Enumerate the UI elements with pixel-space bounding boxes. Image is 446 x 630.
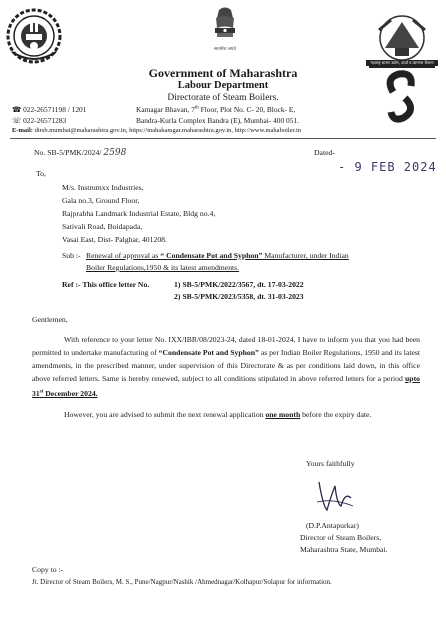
directorate-name: Directorate of Steam Boilers. (167, 93, 279, 103)
emblem-motto: सत्यमेव जयते (213, 47, 237, 52)
header-divider (10, 138, 436, 139)
addressee-line: Rajprabha Landmark Industrial Estate, Bldg no.4, (62, 209, 216, 218)
body-paragraph-1: With reference to your letter No. IXX/IBR/08/2023-24, dated 18-01-2024, I have to inform you that you had been permitted to undertake manufacturing of “Condensate Pot and Syphon” as per Indian Boiler Regulations, 1950 and its latest amendments, in the prescribed manner, under supervision of this Directorate & as per conditions laid down, in this office above referred letters. Same is hereby renewed, subject to all conditions stipulated in above referred letters for a period upto 31st December 2024. (32, 335, 420, 398)
boiler-seal-icon (6, 8, 62, 66)
reference-label: Ref :- This office letter No. (62, 280, 150, 289)
body-paragraph-2: However, you are advised to submit the next renewal application one month before the expiry date. (64, 410, 372, 419)
address-line-1: Kamagar Bhavan, 7th Floor, Plot No. C- 20, Block- E, (136, 105, 296, 114)
contact-email-line: E-mail: dirsb.mumbai@maharashtra.gov.in, https://mahakamgar.maharashtra.gov.in, http://www.mahaboiler.in (12, 127, 302, 134)
addressee-line: Vasai East, Dist- Palghar, 401208. (62, 235, 167, 244)
department-name: Labour Department (177, 80, 269, 91)
closing: Yours faithfully (306, 459, 355, 468)
addressee-line: Gala no.3, Ground Floor, (62, 196, 140, 205)
phone-line-2: ☏ 022-26571283 (12, 116, 67, 125)
signatory-place: Maharashtra State, Mumbai. (300, 545, 388, 554)
fax-icon: ☏ (12, 116, 24, 125)
phone-icon: ☎ (12, 105, 24, 114)
dated-label: Dated- (314, 148, 335, 157)
signatory-name: (D.P.Antapurkar) (306, 521, 359, 530)
subject-label: Sub :- (62, 251, 81, 260)
reference-letter-1: 1) SB-5/PMK/2022/3567, dt. 17-03-2022 (174, 280, 304, 289)
addressee-line: M/s. Instrumxx Industries, (62, 183, 144, 192)
reference-number: No. SB-5/PMK/2024/ 2598 (34, 148, 127, 158)
handwritten-signature-icon (313, 476, 357, 516)
reference-letter-2: 2) SB-5/PMK/2023/5358, dt. 31-03-2023 (174, 292, 304, 301)
national-emblem-icon (211, 6, 239, 46)
signatory-title: Director of Steam Boilers, (300, 533, 382, 542)
salutation: Gentlemen, (32, 315, 68, 324)
government-title: Government of Maharashtra (148, 66, 298, 80)
address-line-2: Bandra-Kurla Complex Bandra (E), Mumbai- 400 051. (136, 116, 299, 125)
emblem-caption: महाराष्ट्र शासन उद्योग, ऊर्जा व कामगार विभाग (366, 60, 438, 66)
date-stamp: - 9 FEB 2024 (338, 160, 437, 174)
to-label: To, (36, 169, 46, 178)
addressee-line: Sativali Road, Boidapada, (62, 222, 143, 231)
subject-line-2: Boiler Regulations,1950 & its latest amendments. (86, 263, 240, 272)
copy-to-line: Jt. Director of Steam Boilers, M. S., Pune/Nagpur/Nashik /Ahmednagar/Kolhapur/Solapur for information. (32, 578, 332, 586)
subject-line-1: Renewal of approval as “ Condensate Pot and Syphon” Manufacturer, under Indian (86, 251, 349, 260)
copy-to-label: Copy to :- (32, 565, 64, 574)
phone-line-1: ☎ 022-26571198 / 1201 (12, 105, 87, 114)
